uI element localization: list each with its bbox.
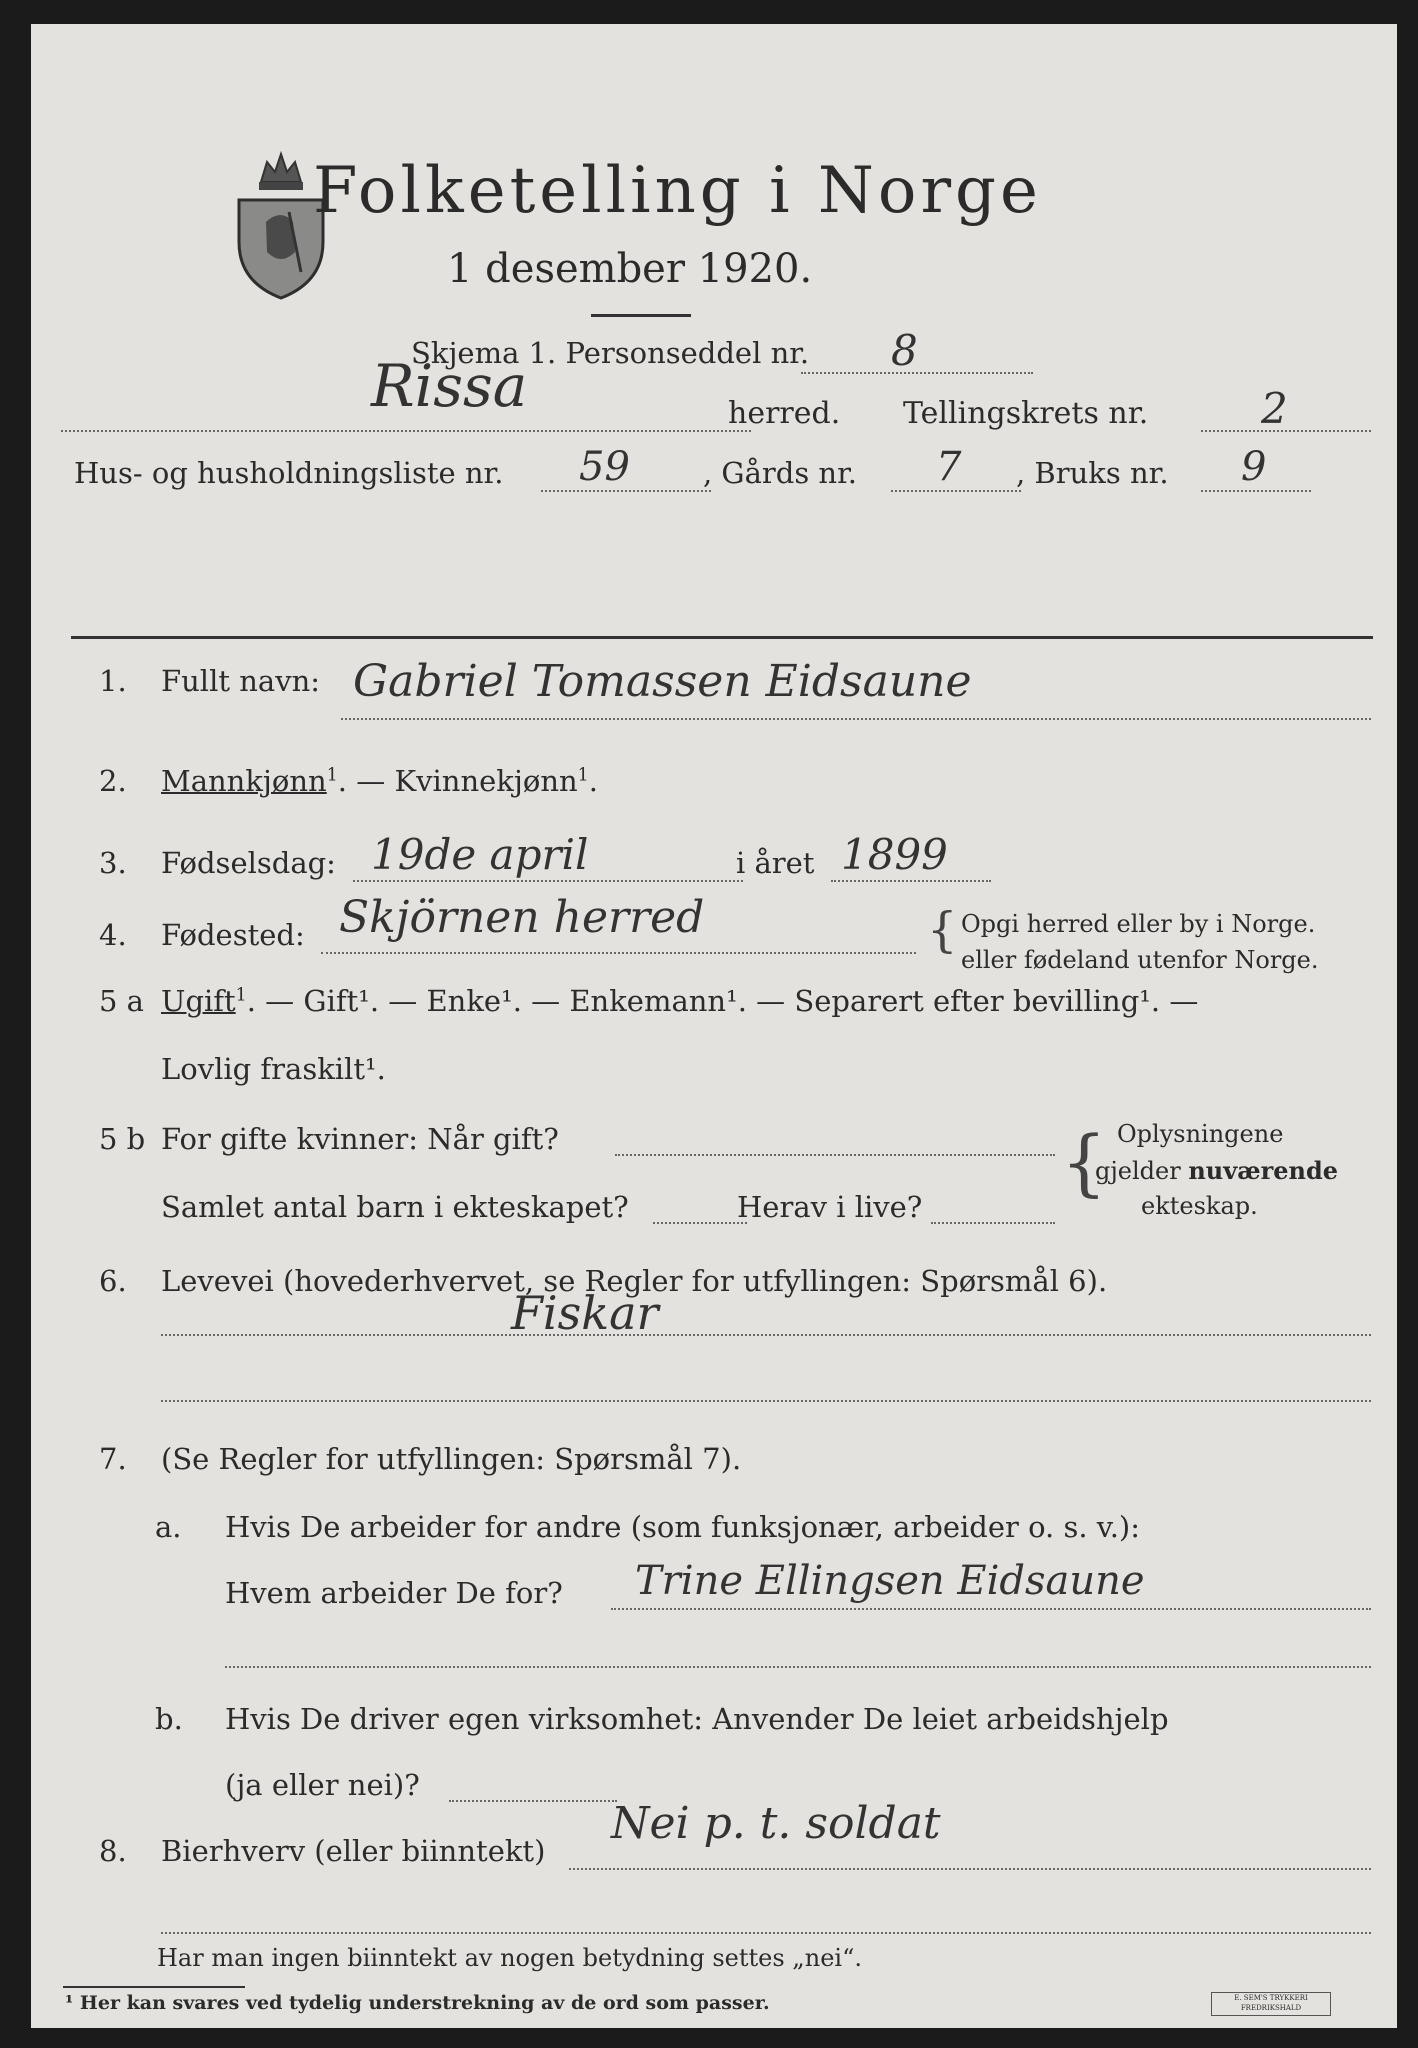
q4-note-line1: Opgi herred eller by i Norge. <box>961 910 1316 938</box>
q8-number: 8. <box>99 1834 127 1868</box>
q1-label: Fullt navn: <box>161 664 321 698</box>
q8-label: Bierhverv (eller biinntekt) <box>161 1834 546 1868</box>
gards-nr-value[interactable]: 7 <box>936 444 962 490</box>
q5b-note-nuvaerende: nuværende <box>1188 1156 1339 1185</box>
q7b-letter: b. <box>155 1702 183 1736</box>
herred-label: herred. <box>728 396 841 431</box>
q2-female-option[interactable]: Kvinnekjønn <box>394 764 578 798</box>
q2-separator: . — <box>337 764 395 798</box>
q7b-yes-no-label: (ja eller nei)? <box>225 1768 420 1802</box>
title-divider <box>591 314 691 317</box>
header-separator-line <box>71 636 1373 639</box>
tellingskrets-nr-value[interactable]: 2 <box>1261 384 1288 433</box>
q5b-children-label: Samlet antal barn i ekteskapet? <box>161 1190 629 1224</box>
form-title: Folketelling i Norge <box>313 154 1042 228</box>
q4-brace: { <box>927 902 958 958</box>
q7a-label: Hvis De arbeider for andre (som funksjonær, arbeider o. s. v.): <box>225 1510 1141 1544</box>
bruks-field-line <box>1201 490 1311 492</box>
q6-field-line-1 <box>161 1334 1371 1336</box>
q5b-alive-field-line <box>931 1222 1055 1224</box>
q1-full-name-value[interactable]: Gabriel Tomassen Eidsaune <box>353 656 972 707</box>
q5b-when-married-field-line <box>615 1154 1055 1156</box>
q6-label: Levevei (hovederhvervet, se Regler for utfyllingen: Spørsmål 6). <box>161 1264 1108 1298</box>
bruks-label: , Bruks nr. <box>1016 456 1169 490</box>
q7b-field-line <box>449 1800 617 1802</box>
q2-end: . <box>588 764 598 798</box>
q5b-children-field-line <box>653 1222 747 1224</box>
q8-side-income-value[interactable]: Nei p. t. soldat <box>611 1798 941 1849</box>
q3-label: Fødselsdag: <box>161 846 336 880</box>
q5b-alive-label: Herav i live? <box>737 1190 923 1224</box>
q7-label: (Se Regler for utfyllingen: Spørsmål 7). <box>161 1442 742 1476</box>
q7a-field-line <box>611 1608 1371 1610</box>
q4-label: Fødested: <box>161 918 305 952</box>
q4-note-line2: eller fødeland utenfor Norge. <box>961 946 1319 974</box>
q8-field-line <box>569 1868 1371 1870</box>
q5a-ugift-option[interactable]: Ugift <box>161 984 236 1018</box>
footer-note: Har man ingen biinntekt av nogen betydning settes „nei“. <box>157 1944 862 1972</box>
footnote-rule <box>63 1986 245 1988</box>
q7b-label: Hvis De driver egen virksomhet: Anvender De leiet arbeidshjelp <box>225 1702 1169 1736</box>
tellingskrets-label: Tellingskrets nr. <box>903 396 1149 431</box>
skjema-label: Skjema 1. Personseddel nr. <box>411 336 810 370</box>
printer-mark: E. SEM'S TRYKKERI FREDRIKSHALD <box>1211 1992 1331 2016</box>
q5a-other-options[interactable]: . — Gift¹. — Enke¹. — Enkemann¹. — Separert efter bevilling¹. — <box>246 984 1199 1018</box>
q4-field-line <box>321 952 916 954</box>
q5b-brace: { <box>1061 1120 1107 1204</box>
q8-field-line-2 <box>161 1932 1371 1934</box>
personseddel-nr-value[interactable]: 8 <box>891 326 918 375</box>
form-date: 1 desember 1920. <box>447 246 813 292</box>
bruks-nr-value[interactable]: 9 <box>1241 444 1267 490</box>
q5b-when-married-label: For gifte kvinner: Når gift? <box>161 1122 559 1156</box>
q4-number: 4. <box>99 918 127 952</box>
q7a-field-line-2 <box>225 1666 1371 1668</box>
q3-year-label: i året <box>736 846 815 880</box>
q5a-number: 5 a <box>99 984 144 1018</box>
q7a-employer-value[interactable]: Trine Ellingsen Eidsaune <box>635 1558 1145 1604</box>
q7a-letter: a. <box>155 1510 182 1544</box>
census-form-sheet <box>31 24 1397 2028</box>
hus-nr-value[interactable]: 59 <box>579 444 630 490</box>
q5b-note-gjelder: gjelder <box>1095 1157 1189 1185</box>
q7-number: 7. <box>99 1442 127 1476</box>
herred-field-line <box>61 430 751 432</box>
hus-field-line <box>541 490 711 492</box>
gards-field-line <box>891 490 1021 492</box>
q5b-note-line1: Oplysningene <box>1117 1120 1284 1148</box>
q6-occupation-value[interactable]: Fiskar <box>511 1286 659 1340</box>
q2-male-option[interactable]: Mannkjønn <box>161 764 327 798</box>
q5a-status-row: Ugift$^1$. — Gift¹. — Enke¹. — Enkemann¹. — Separert efter bevilling¹. — <box>161 984 1199 1018</box>
q1-field-line <box>341 718 1371 720</box>
hus-label: Hus- og husholdningsliste nr. <box>74 456 504 490</box>
q3-birth-year-value[interactable]: 1899 <box>841 830 948 879</box>
q2-gender-row: Mannkjønn$^1$. — Kvinnekjønn$^1$. <box>161 764 598 798</box>
q5b-note-line2 <box>1095 1156 1338 1185</box>
footnote: ¹ Her kan svares ved tydelig understrekning av de ord som passer. <box>65 1992 770 2014</box>
q3-year-field-line <box>831 880 991 882</box>
q5b-number: 5 b <box>99 1122 146 1156</box>
q7a-employer-label: Hvem arbeider De for? <box>225 1576 563 1610</box>
q6-field-line-2 <box>161 1400 1371 1402</box>
q2-number: 2. <box>99 764 127 798</box>
q5b-note-line3: ekteskap. <box>1141 1192 1258 1220</box>
q6-number: 6. <box>99 1264 127 1298</box>
q4-birthplace-value[interactable]: Skjörnen herred <box>339 892 705 943</box>
herred-value[interactable]: Rissa <box>371 352 528 420</box>
q3-number: 3. <box>99 846 127 880</box>
q3-date-field-line <box>353 880 743 882</box>
q3-birth-date-value[interactable]: 19de april <box>371 830 589 879</box>
q5a-line2[interactable]: Lovlig fraskilt¹. <box>161 1052 386 1086</box>
q1-number: 1. <box>99 664 127 698</box>
gards-label: , Gårds nr. <box>703 456 857 490</box>
